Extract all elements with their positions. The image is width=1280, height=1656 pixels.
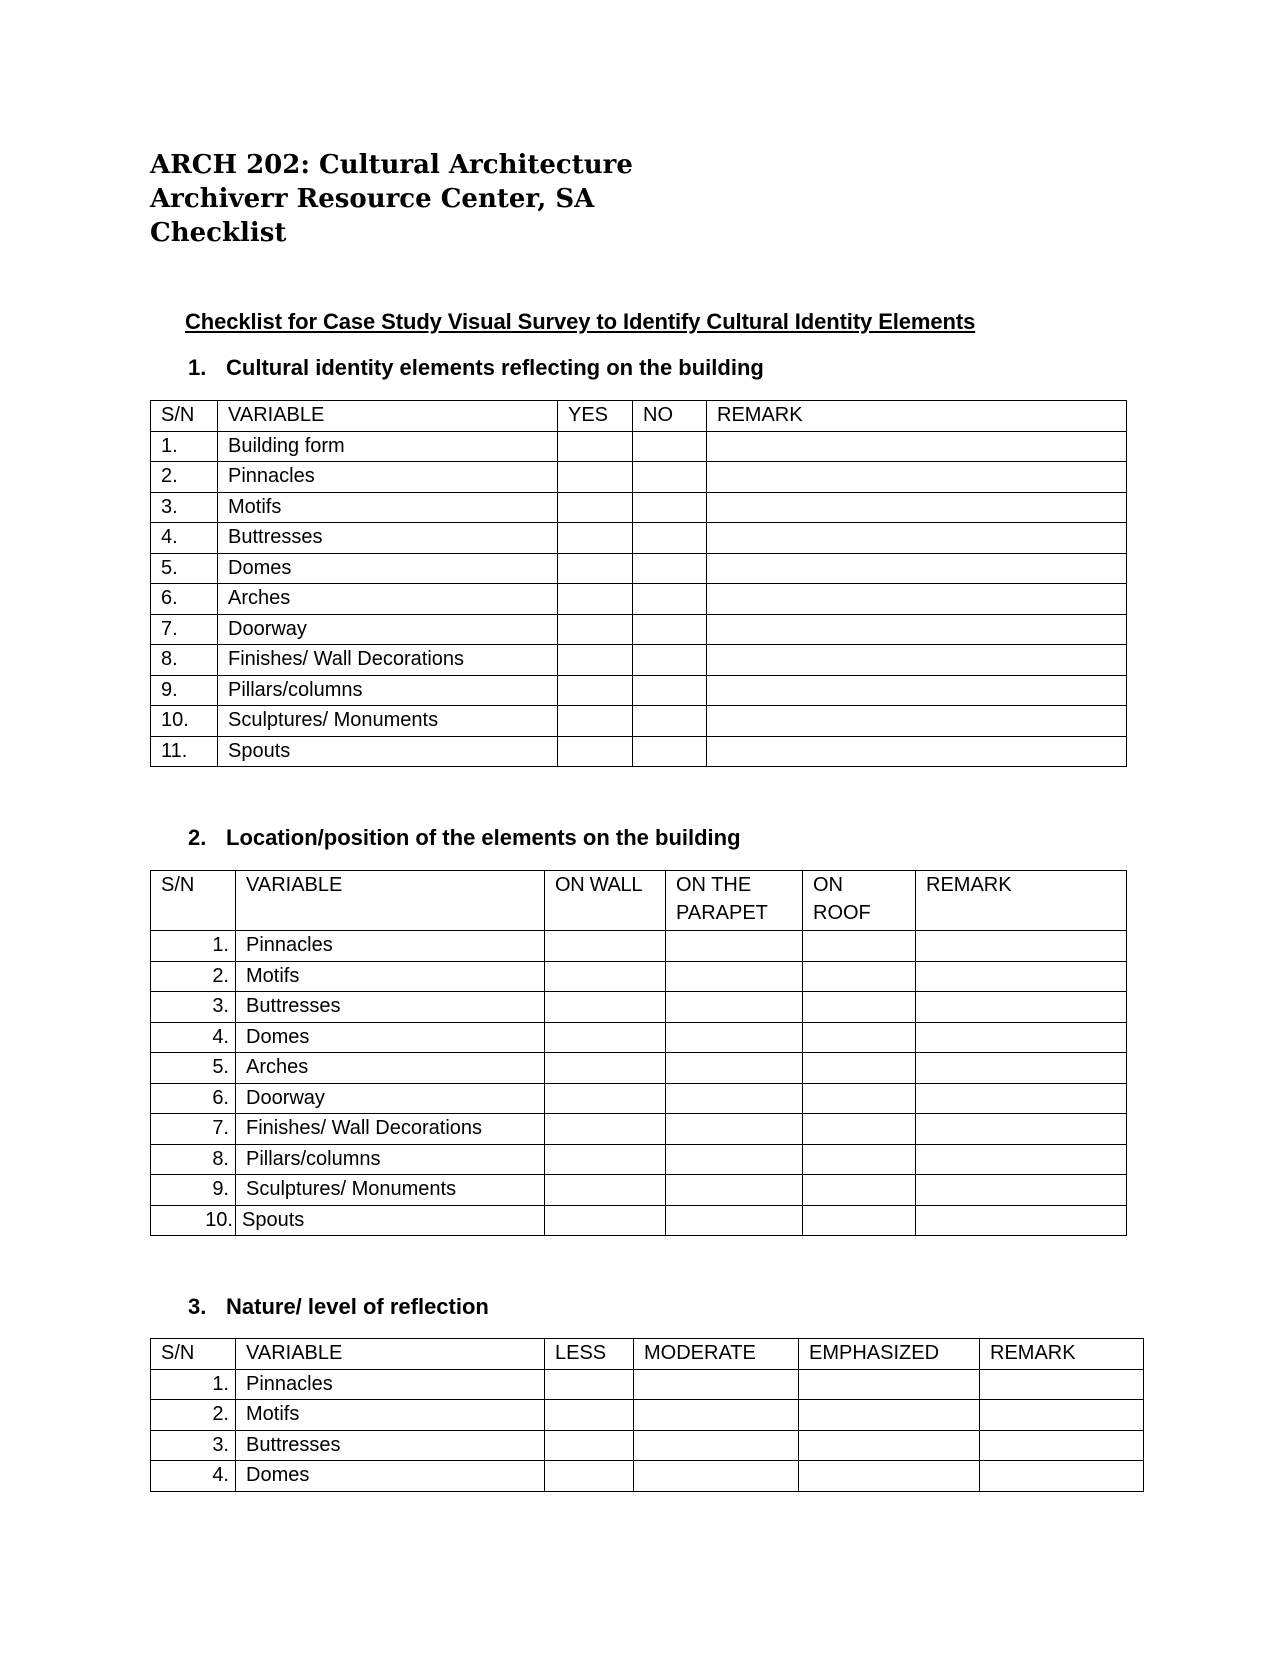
section-title: Nature/ level of reflection bbox=[226, 1294, 489, 1319]
table-row bbox=[151, 553, 1127, 584]
table-row bbox=[151, 1205, 1127, 1236]
on-wall-cell[interactable] bbox=[545, 1083, 666, 1114]
no-cell[interactable] bbox=[633, 706, 707, 737]
table-row bbox=[151, 523, 1127, 554]
remark-cell[interactable] bbox=[980, 1461, 1144, 1492]
col-header-on-parapet: ON THE PARAPET bbox=[666, 871, 803, 931]
no-cell[interactable] bbox=[633, 462, 707, 493]
col-header-on-roof: ON ROOF bbox=[803, 871, 916, 931]
table-row bbox=[151, 645, 1127, 676]
section-3-heading bbox=[188, 1294, 489, 1320]
variable-cell: Finishes/ Wall Decorations bbox=[236, 1114, 545, 1145]
on-wall-cell[interactable] bbox=[545, 1144, 666, 1175]
remark-cell[interactable] bbox=[916, 1175, 1127, 1206]
variable-cell: Pinnacles bbox=[236, 1369, 545, 1400]
col-header-variable: VARIABLE bbox=[236, 1339, 545, 1370]
table-row bbox=[151, 736, 1127, 767]
remark-cell[interactable] bbox=[916, 1114, 1127, 1145]
yes-cell[interactable] bbox=[558, 431, 633, 462]
variable-cell: Pinnacles bbox=[236, 931, 545, 962]
table-row bbox=[151, 1175, 1127, 1206]
variable-cell: Building form bbox=[218, 431, 558, 462]
moderate-cell[interactable] bbox=[634, 1400, 799, 1431]
yes-cell[interactable] bbox=[558, 645, 633, 676]
col-header-remark: REMARK bbox=[916, 871, 1127, 931]
variable-cell: Domes bbox=[236, 1022, 545, 1053]
table-row bbox=[151, 1400, 1144, 1431]
col-header-yes: YES bbox=[558, 401, 633, 432]
no-cell[interactable] bbox=[633, 675, 707, 706]
table-header-row bbox=[151, 871, 1127, 931]
col-header-no: NO bbox=[633, 401, 707, 432]
remark-cell[interactable] bbox=[916, 1144, 1127, 1175]
yes-cell[interactable] bbox=[558, 553, 633, 584]
no-cell[interactable] bbox=[633, 584, 707, 615]
sn-cell: 10. bbox=[151, 1205, 236, 1236]
variable-cell: Domes bbox=[218, 553, 558, 584]
no-cell[interactable] bbox=[633, 492, 707, 523]
on-parapet-cell[interactable] bbox=[666, 931, 803, 962]
sn-cell: 7. bbox=[151, 1114, 236, 1145]
on-wall-cell[interactable] bbox=[545, 931, 666, 962]
sn-cell: 2. bbox=[151, 462, 218, 493]
variable-cell: Motifs bbox=[236, 961, 545, 992]
on-roof-cell[interactable] bbox=[803, 992, 916, 1023]
document-header bbox=[150, 148, 633, 250]
sn-cell: 4. bbox=[151, 1022, 236, 1053]
sn-cell: 6. bbox=[151, 1083, 236, 1114]
variable-cell: Pillars/columns bbox=[236, 1144, 545, 1175]
sn-cell: 10. bbox=[151, 706, 218, 737]
on-roof-cell[interactable] bbox=[803, 931, 916, 962]
variable-cell: Sculptures/ Monuments bbox=[236, 1175, 545, 1206]
sn-cell: 4. bbox=[151, 1461, 236, 1492]
yes-cell[interactable] bbox=[558, 462, 633, 493]
remark-cell[interactable] bbox=[980, 1430, 1144, 1461]
yes-cell[interactable] bbox=[558, 523, 633, 554]
yes-cell[interactable] bbox=[558, 706, 633, 737]
col-header-sn: S/N bbox=[151, 1339, 236, 1370]
emphasized-cell[interactable] bbox=[799, 1369, 980, 1400]
sn-cell: 5. bbox=[151, 1053, 236, 1084]
table-1-cultural-elements bbox=[150, 400, 1127, 767]
variable-cell: Pinnacles bbox=[218, 462, 558, 493]
variable-cell: Motifs bbox=[218, 492, 558, 523]
remark-cell[interactable] bbox=[707, 675, 1127, 706]
on-parapet-cell[interactable] bbox=[666, 1114, 803, 1145]
on-wall-cell[interactable] bbox=[545, 1205, 666, 1236]
section-title: Cultural identity elements reflecting on the building bbox=[226, 355, 764, 380]
on-wall-cell[interactable] bbox=[545, 1053, 666, 1084]
no-cell[interactable] bbox=[633, 523, 707, 554]
on-roof-cell[interactable] bbox=[803, 1144, 916, 1175]
table-row bbox=[151, 706, 1127, 737]
institution-name: Archiverr Resource Center, SA bbox=[150, 184, 595, 214]
sn-cell: 1. bbox=[151, 931, 236, 962]
emphasized-cell[interactable] bbox=[799, 1461, 980, 1492]
emphasized-cell[interactable] bbox=[799, 1430, 980, 1461]
remark-cell[interactable] bbox=[916, 961, 1127, 992]
section-number: 3. bbox=[188, 1294, 207, 1319]
remark-cell[interactable] bbox=[916, 1053, 1127, 1084]
less-cell[interactable] bbox=[545, 1430, 634, 1461]
col-header-emphasized: EMPHASIZED bbox=[799, 1339, 980, 1370]
sn-cell: 5. bbox=[151, 553, 218, 584]
less-cell[interactable] bbox=[545, 1369, 634, 1400]
on-parapet-cell[interactable] bbox=[666, 1022, 803, 1053]
table-header-row bbox=[151, 401, 1127, 432]
section-2-heading bbox=[188, 825, 741, 851]
sn-cell: 8. bbox=[151, 1144, 236, 1175]
no-cell[interactable] bbox=[633, 553, 707, 584]
moderate-cell[interactable] bbox=[634, 1369, 799, 1400]
variable-cell: Arches bbox=[236, 1053, 545, 1084]
sn-cell: 7. bbox=[151, 614, 218, 645]
section-title: Location/position of the elements on the building bbox=[226, 825, 741, 850]
on-parapet-cell[interactable] bbox=[666, 1205, 803, 1236]
table-row bbox=[151, 1144, 1127, 1175]
variable-cell: Arches bbox=[218, 584, 558, 615]
variable-cell: Pillars/columns bbox=[218, 675, 558, 706]
variable-cell: Finishes/ Wall Decorations bbox=[218, 645, 558, 676]
sn-cell: 9. bbox=[151, 675, 218, 706]
on-parapet-cell[interactable] bbox=[666, 961, 803, 992]
sn-cell: 9. bbox=[151, 1175, 236, 1206]
variable-cell: Buttresses bbox=[218, 523, 558, 554]
on-parapet-cell[interactable] bbox=[666, 1053, 803, 1084]
sn-cell: 8. bbox=[151, 645, 218, 676]
variable-cell: Spouts bbox=[218, 736, 558, 767]
variable-cell: Sculptures/ Monuments bbox=[218, 706, 558, 737]
col-header-variable: VARIABLE bbox=[236, 871, 545, 931]
on-wall-cell[interactable] bbox=[545, 1022, 666, 1053]
table-row bbox=[151, 1022, 1127, 1053]
remark-cell[interactable] bbox=[707, 462, 1127, 493]
remark-cell[interactable] bbox=[916, 1083, 1127, 1114]
no-cell[interactable] bbox=[633, 431, 707, 462]
on-wall-cell[interactable] bbox=[545, 1175, 666, 1206]
col-header-remark: REMARK bbox=[980, 1339, 1144, 1370]
sn-cell: 1. bbox=[151, 431, 218, 462]
checklist-title: Checklist for Case Study Visual Survey to Identify Cultural Identity Elements bbox=[185, 309, 976, 334]
yes-cell[interactable] bbox=[558, 492, 633, 523]
table-row bbox=[151, 492, 1127, 523]
remark-cell[interactable] bbox=[707, 523, 1127, 554]
remark-cell[interactable] bbox=[916, 992, 1127, 1023]
variable-cell: Buttresses bbox=[236, 1430, 545, 1461]
no-cell[interactable] bbox=[633, 645, 707, 676]
table-row bbox=[151, 614, 1127, 645]
on-roof-cell[interactable] bbox=[803, 1083, 916, 1114]
sn-cell: 3. bbox=[151, 492, 218, 523]
col-header-remark: REMARK bbox=[707, 401, 1127, 432]
remark-cell[interactable] bbox=[707, 614, 1127, 645]
table-row bbox=[151, 1461, 1144, 1492]
document-type: Checklist bbox=[150, 218, 287, 248]
variable-cell: Motifs bbox=[236, 1400, 545, 1431]
no-cell[interactable] bbox=[633, 614, 707, 645]
table-row bbox=[151, 462, 1127, 493]
sn-cell: 11. bbox=[151, 736, 218, 767]
table-row bbox=[151, 1430, 1144, 1461]
on-parapet-cell[interactable] bbox=[666, 1144, 803, 1175]
variable-cell: Domes bbox=[236, 1461, 545, 1492]
remark-cell[interactable] bbox=[707, 584, 1127, 615]
sn-cell: 4. bbox=[151, 523, 218, 554]
less-cell[interactable] bbox=[545, 1461, 634, 1492]
sn-cell: 6. bbox=[151, 584, 218, 615]
remark-cell[interactable] bbox=[980, 1369, 1144, 1400]
on-roof-cell[interactable] bbox=[803, 1175, 916, 1206]
section-1-heading bbox=[188, 355, 764, 381]
course-title: ARCH 202: Cultural Architecture bbox=[150, 150, 633, 180]
section-number: 1. bbox=[188, 355, 207, 380]
table-row bbox=[151, 1369, 1144, 1400]
on-roof-cell[interactable] bbox=[803, 1205, 916, 1236]
emphasized-cell[interactable] bbox=[799, 1400, 980, 1431]
remark-cell[interactable] bbox=[707, 431, 1127, 462]
table-row bbox=[151, 431, 1127, 462]
table-3-reflection-level bbox=[150, 1338, 1144, 1492]
remark-cell[interactable] bbox=[916, 931, 1127, 962]
sn-cell: 2. bbox=[151, 1400, 236, 1431]
table-row bbox=[151, 961, 1127, 992]
yes-cell[interactable] bbox=[558, 584, 633, 615]
no-cell[interactable] bbox=[633, 736, 707, 767]
sn-cell: 2. bbox=[151, 961, 236, 992]
col-header-on-wall: ON WALL bbox=[545, 871, 666, 931]
col-header-sn: S/N bbox=[151, 401, 218, 432]
col-header-moderate: MODERATE bbox=[634, 1339, 799, 1370]
remark-cell[interactable] bbox=[916, 1205, 1127, 1236]
remark-cell[interactable] bbox=[980, 1400, 1144, 1431]
table-row bbox=[151, 1053, 1127, 1084]
variable-cell: Buttresses bbox=[236, 992, 545, 1023]
remark-cell[interactable] bbox=[707, 492, 1127, 523]
table-2-element-location bbox=[150, 870, 1127, 1236]
table-row bbox=[151, 584, 1127, 615]
col-header-sn: S/N bbox=[151, 871, 236, 931]
on-wall-cell[interactable] bbox=[545, 1114, 666, 1145]
remark-cell[interactable] bbox=[916, 1022, 1127, 1053]
sn-cell: 3. bbox=[151, 992, 236, 1023]
remark-cell[interactable] bbox=[707, 553, 1127, 584]
on-parapet-cell[interactable] bbox=[666, 1083, 803, 1114]
yes-cell[interactable] bbox=[558, 736, 633, 767]
less-cell[interactable] bbox=[545, 1400, 634, 1431]
variable-cell: Doorway bbox=[236, 1083, 545, 1114]
remark-cell[interactable] bbox=[707, 645, 1127, 676]
variable-cell: Spouts bbox=[236, 1205, 545, 1236]
remark-cell[interactable] bbox=[707, 706, 1127, 737]
yes-cell[interactable] bbox=[558, 675, 633, 706]
table-row bbox=[151, 931, 1127, 962]
on-parapet-cell[interactable] bbox=[666, 1175, 803, 1206]
variable-cell: Doorway bbox=[218, 614, 558, 645]
col-header-less: LESS bbox=[545, 1339, 634, 1370]
on-roof-cell[interactable] bbox=[803, 1114, 916, 1145]
on-roof-cell[interactable] bbox=[803, 1022, 916, 1053]
on-wall-cell[interactable] bbox=[545, 992, 666, 1023]
sn-cell: 3. bbox=[151, 1430, 236, 1461]
table-row bbox=[151, 1114, 1127, 1145]
on-wall-cell[interactable] bbox=[545, 961, 666, 992]
on-roof-cell[interactable] bbox=[803, 961, 916, 992]
on-parapet-cell[interactable] bbox=[666, 992, 803, 1023]
sn-cell: 1. bbox=[151, 1369, 236, 1400]
moderate-cell[interactable] bbox=[634, 1430, 799, 1461]
remark-cell[interactable] bbox=[707, 736, 1127, 767]
moderate-cell[interactable] bbox=[634, 1461, 799, 1492]
yes-cell[interactable] bbox=[558, 614, 633, 645]
col-header-variable: VARIABLE bbox=[218, 401, 558, 432]
section-number: 2. bbox=[188, 825, 207, 850]
table-header-row bbox=[151, 1339, 1144, 1370]
on-roof-cell[interactable] bbox=[803, 1053, 916, 1084]
table-row bbox=[151, 675, 1127, 706]
table-row bbox=[151, 992, 1127, 1023]
table-row bbox=[151, 1083, 1127, 1114]
